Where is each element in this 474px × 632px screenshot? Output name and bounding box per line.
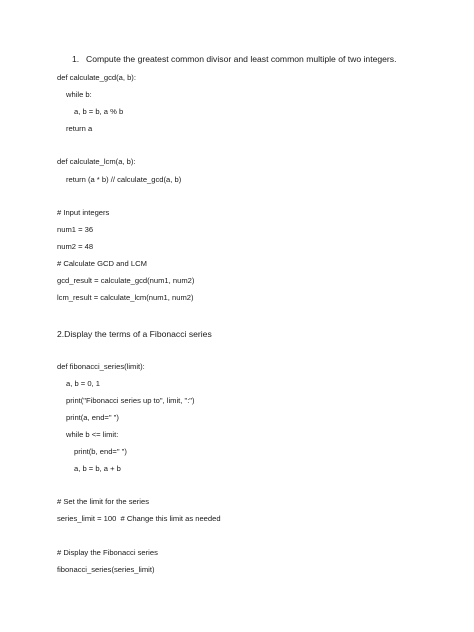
section-1-title: Compute the greatest common divisor and least common multiple of two integers. <box>86 54 397 64</box>
code-line: return (a * b) // calculate_gcd(a, b) <box>66 175 182 184</box>
code-line: while b: <box>66 90 92 99</box>
code-line: # Calculate GCD and LCM <box>57 259 147 268</box>
code-line: print(b, end=" ") <box>74 447 127 456</box>
code-line: num1 = 36 <box>57 225 94 234</box>
code-line: # Set the limit for the series <box>57 497 150 506</box>
section-1-heading <box>72 54 396 64</box>
code-line: num2 = 48 <box>57 242 94 251</box>
code-line: def calculate_gcd(a, b): <box>57 73 136 82</box>
code-line: gcd_result = calculate_gcd(num1, num2) <box>57 276 195 285</box>
section-2-heading: 2.Display the terms of a Fibonacci series <box>57 329 212 339</box>
code-line: def calculate_lcm(a, b): <box>57 157 136 166</box>
code-line: # Input integers <box>57 208 110 217</box>
code-line: lcm_result = calculate_lcm(num1, num2) <box>57 293 194 302</box>
code-line: while b <= limit: <box>66 430 119 439</box>
code-line: print("Fibonacci series up to", limit, ":") <box>66 396 195 405</box>
code-line: print(a, end=" ") <box>66 413 119 422</box>
code-line: a, b = b, a % b <box>74 107 124 116</box>
code-line: series_limit = 100 # Change this limit as needed <box>57 514 221 523</box>
code-line: def fibonacci_series(limit): <box>57 362 145 371</box>
code-line: a, b = 0, 1 <box>66 379 100 388</box>
section-1-number: 1. <box>72 54 80 64</box>
code-line: fibonacci_series(series_limit) <box>57 565 155 574</box>
code-line: a, b = b, a + b <box>74 464 121 473</box>
code-line: return a <box>66 124 93 133</box>
code-line: # Display the Fibonacci series <box>57 548 158 557</box>
